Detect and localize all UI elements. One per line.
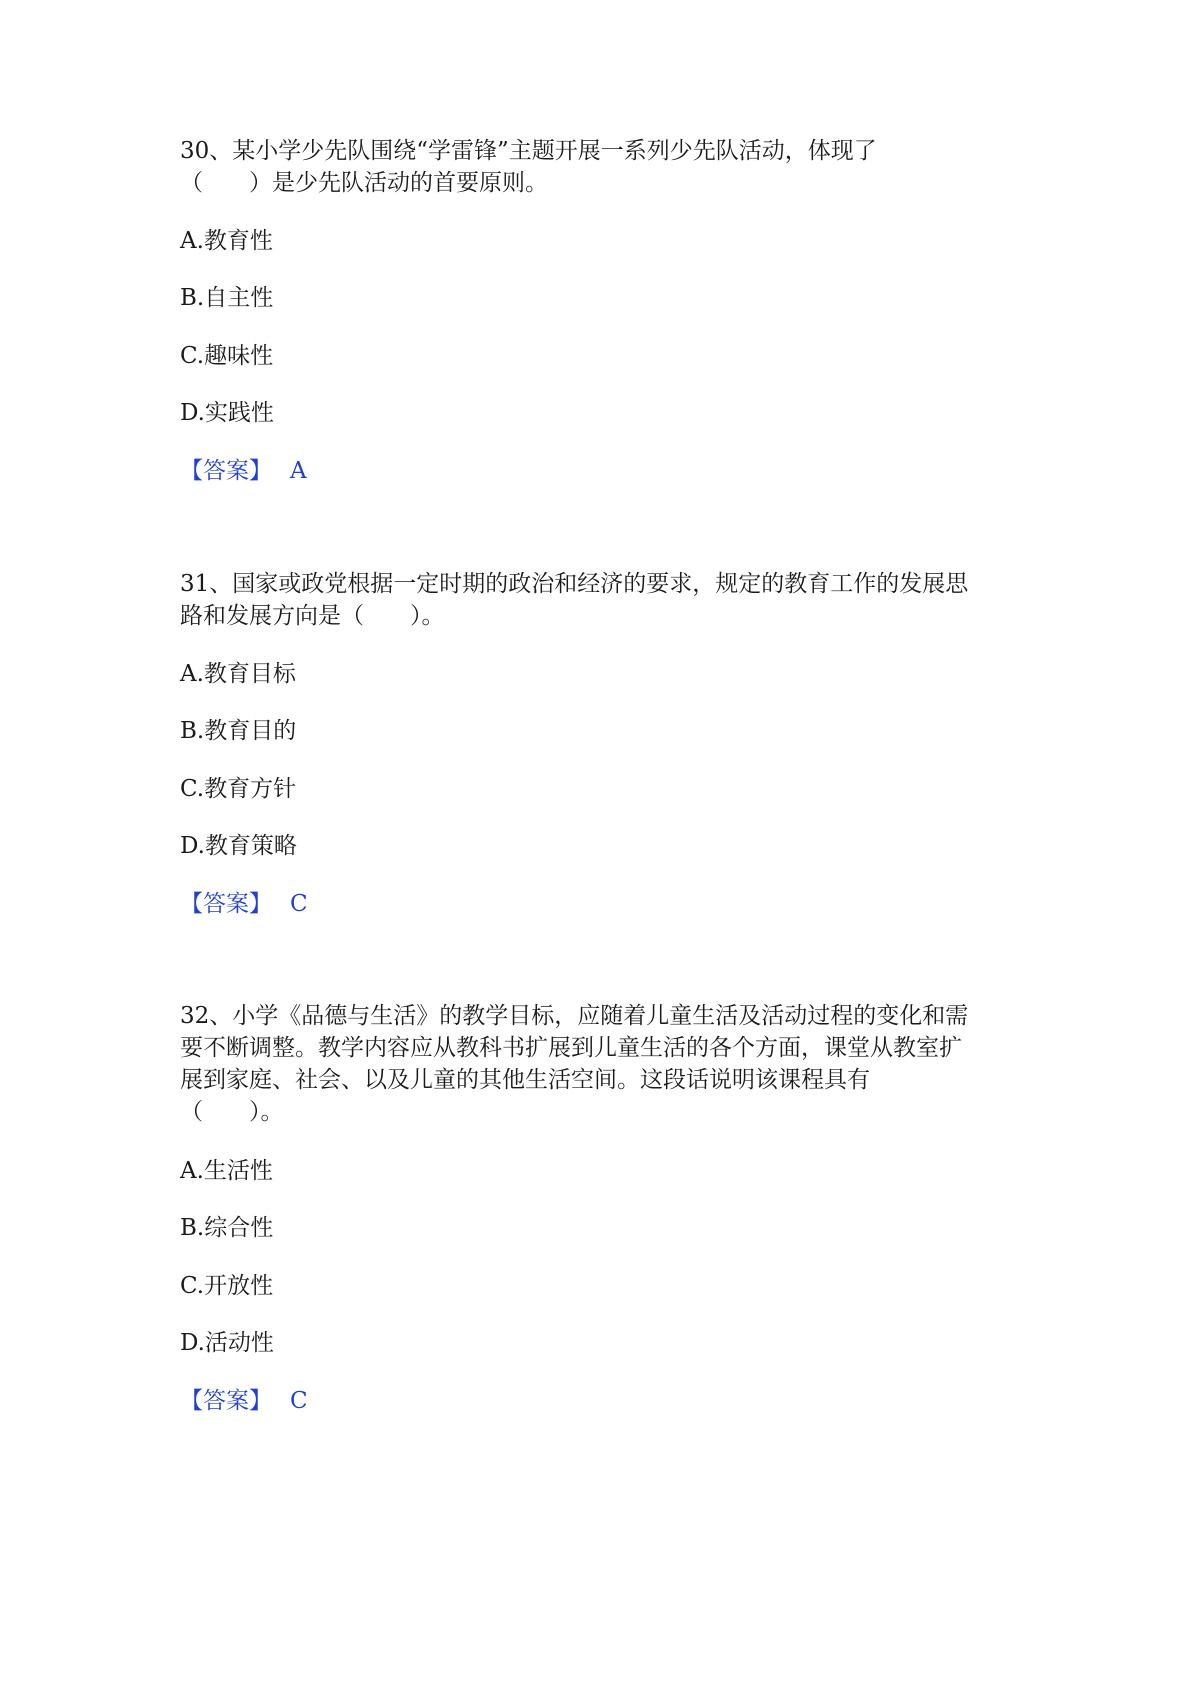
question-stem-line: 32、小学《品德与生活》的教学目标，应随着儿童生活及活动过程的变化和需	[180, 1003, 969, 1029]
option-d: D.实践性	[180, 400, 274, 426]
question-stem-line: 30、某小学少先队围绕“学雷锋”主题开展一系列少先队活动，体现了	[180, 138, 877, 164]
option-b: B.综合性	[180, 1215, 274, 1241]
question-stem-line: （ ）。	[180, 1099, 284, 1125]
answer-value: C	[290, 1388, 308, 1414]
answer-value: C	[290, 891, 308, 917]
option-b: B.教育目的	[180, 718, 297, 744]
option-d: D.活动性	[180, 1330, 274, 1356]
question-stem-line: 展到家庭、社会、以及儿童的其他生活空间。这段话说明该课程具有	[180, 1067, 870, 1093]
question-stem-line: 路和发展方向是（ ）。	[180, 603, 445, 629]
question-stem-line: （ ）是少先队活动的首要原则。	[180, 170, 548, 196]
answer	[180, 888, 308, 920]
option-b: B.自主性	[180, 285, 274, 311]
option-a: A.生活性	[180, 1158, 273, 1184]
question-32	[180, 1000, 1020, 1414]
question-30	[180, 135, 1020, 484]
question-stem-line: 要不断调整。教学内容应从教科书扩展到儿童生活的各个方面，课堂从教室扩	[180, 1035, 962, 1061]
option-a: A.教育性	[180, 228, 273, 254]
question-stem-line: 31、国家或政党根据一定时期的政治和经济的要求，规定的教育工作的发展思	[180, 571, 969, 597]
option-a: A.教育目标	[180, 661, 296, 687]
option-c: C.趣味性	[180, 343, 274, 369]
answer	[180, 1385, 308, 1417]
option-c: C.开放性	[180, 1273, 274, 1299]
answer-label: 【答案】	[180, 458, 272, 484]
answer	[180, 455, 307, 487]
option-c: C.教育方针	[180, 776, 297, 802]
question-31	[180, 568, 1020, 917]
answer-label: 【答案】	[180, 1388, 272, 1414]
option-d: D.教育策略	[180, 833, 297, 859]
answer-label: 【答案】	[180, 891, 272, 917]
answer-value: A	[290, 458, 307, 484]
